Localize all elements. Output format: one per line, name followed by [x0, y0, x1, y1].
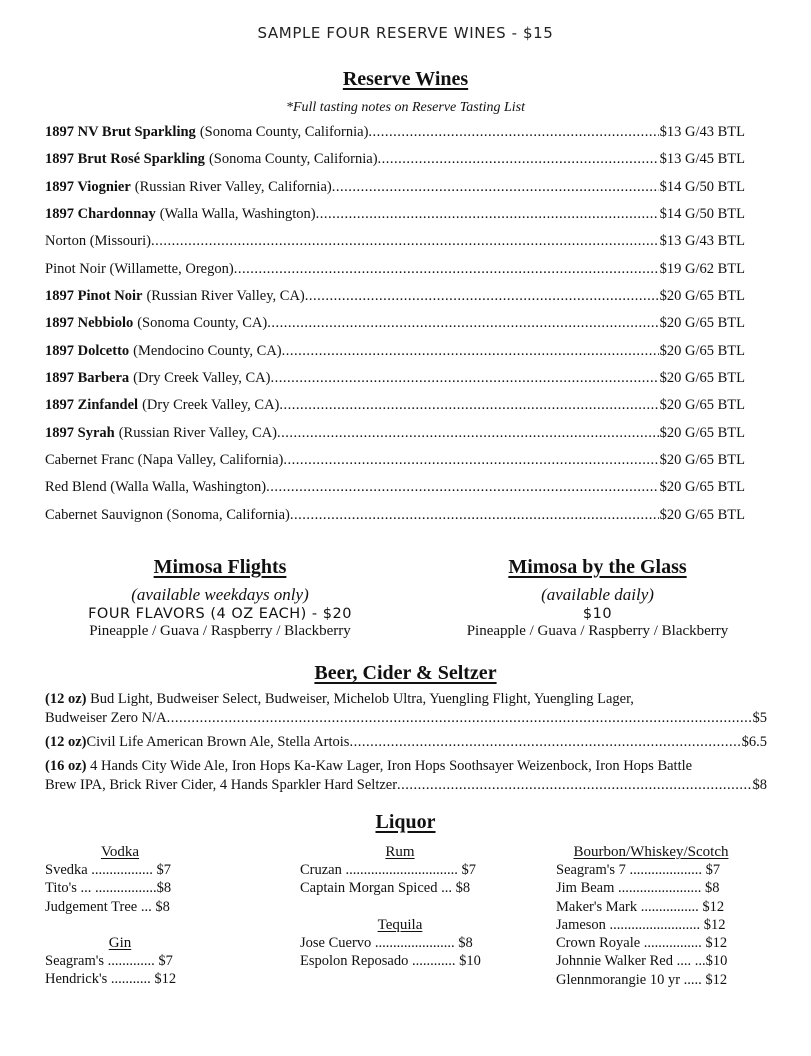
- wine-price: $20 G/65 BTL: [659, 452, 745, 469]
- liquor-item: Espolon Reposado ............ $10: [300, 952, 481, 969]
- wine-price: $20 G/65 BTL: [659, 479, 745, 496]
- wine-row: [45, 397, 745, 424]
- liquor-column-vodka-gin: [45, 843, 195, 988]
- wine-region: (Dry Creek Valley, CA): [133, 370, 271, 387]
- wine-region: Cabernet Franc (Napa Valley, California): [45, 452, 284, 469]
- beer-names-cont: Budweiser Zero N/A: [45, 710, 167, 726]
- leader-dots: [378, 151, 659, 168]
- liquor-item: Jameson ......................... $12: [556, 916, 726, 933]
- wine-row: [45, 151, 745, 178]
- reserve-wines-heading: Reserve Wines: [342, 68, 469, 90]
- wine-name: 1897 NV Brut Sparkling: [45, 124, 196, 140]
- beer-names: Civil Life American Brown Ale, Stella Artois: [86, 734, 350, 750]
- wine-row: [45, 343, 745, 370]
- beer-price: $6.5: [741, 734, 767, 750]
- liquor-item: Seagram's 7 .................... $7: [556, 862, 721, 878]
- liquor-item: Glennmorangie 10 yr ..... $12: [556, 971, 728, 988]
- liquor-item: Jose Cuervo ...................... $8: [300, 934, 473, 951]
- liquor-heading: Liquor: [375, 811, 436, 833]
- wine-price: $13 G/43 BTL: [659, 124, 745, 140]
- wine-region: (Russian River Valley, CA): [118, 424, 277, 441]
- leader-dots: [270, 370, 658, 387]
- mimosa-flights-section: [60, 556, 380, 640]
- page-header-title: SAMPLE FOUR RESERVE WINES - $15: [257, 24, 554, 42]
- mimosa-flights-price: FOUR FLAVORS (4 OZ EACH) - $20: [88, 606, 352, 622]
- wine-region: Red Blend (Walla Walla, Washington): [45, 479, 267, 496]
- liquor-item: Crown Royale ................ $12: [556, 935, 728, 952]
- wine-row: [45, 233, 745, 260]
- wine-region: Norton (Missouri): [45, 233, 151, 250]
- wine-price: $13 G/45 BTL: [659, 151, 745, 168]
- wine-row: [45, 370, 745, 397]
- liquor-item: Maker's Mark ................ $12: [556, 898, 725, 915]
- wine-region: (Dry Creek Valley, CA): [142, 397, 280, 414]
- wine-name: 1897 Barbera: [45, 370, 130, 387]
- leader-dots: [349, 733, 741, 752]
- liquor-column-bourbon: [556, 843, 746, 989]
- leader-dots: [283, 452, 658, 469]
- beer-item: [45, 733, 767, 752]
- leader-dots: [151, 233, 659, 250]
- wine-region: (Mendocino County, CA): [133, 342, 282, 359]
- leader-dots: [397, 776, 752, 795]
- wine-price: $20 G/65 BTL: [659, 424, 745, 441]
- wine-name: 1897 Zinfandel: [45, 397, 139, 414]
- wine-region: Pinot Noir (Willamette, Oregon): [45, 260, 234, 277]
- liquor-column-rum-tequila: [300, 843, 500, 970]
- leader-dots: [282, 343, 659, 360]
- wine-price: $20 G/65 BTL: [659, 315, 745, 332]
- rum-heading: Rum: [385, 844, 415, 860]
- mimosa-flights-availability: (available weekdays only): [131, 585, 309, 604]
- wine-row: [45, 452, 745, 479]
- beer-names: 4 Hands City Wide Ale, Iron Hops Ka-Kaw Lager, Iron Hops Soothsayer Weizenbock, Iron Hops Battle: [86, 758, 693, 774]
- leader-dots: [234, 261, 659, 278]
- wine-price: $20 G/65 BTL: [659, 370, 745, 387]
- liquor-item: Captain Morgan Spiced ... $8: [300, 880, 471, 897]
- wine-row: [45, 315, 745, 342]
- liquor-item: Jim Beam ....................... $8: [556, 880, 720, 897]
- liquor-item: Johnnie Walker Red .... ...$10: [556, 953, 728, 970]
- beer-names: Bud Light, Budweiser Select, Budweiser, Michelob Ultra, Yuengling Flight, Yuengling Lager,: [86, 691, 634, 707]
- mimosa-glass-availability: (available daily): [541, 585, 654, 604]
- wine-region: Cabernet Sauvignon (Sonoma, California): [45, 506, 290, 523]
- mimosa-glass-price: $10: [582, 606, 613, 622]
- wine-price: $20 G/65 BTL: [659, 342, 745, 359]
- reserve-note: *Full tasting notes on Reserve Tasting List: [285, 100, 526, 115]
- beer-price: $8: [752, 777, 767, 793]
- wine-row: [45, 261, 745, 288]
- wine-region: (Sonoma County, California): [208, 151, 378, 168]
- leader-dots: [332, 179, 659, 196]
- wine-name: 1897 Syrah: [45, 424, 115, 441]
- mimosa-flights-heading: Mimosa Flights: [153, 556, 287, 578]
- wine-price: $20 G/65 BTL: [659, 397, 745, 414]
- beer-size: (12 oz): [45, 691, 87, 707]
- liquor-item: Seagram's ............. $7: [45, 952, 173, 969]
- wine-row: [45, 507, 745, 534]
- wine-region: (Russian River Valley, CA): [146, 288, 305, 305]
- liquor-item: Tito's ... .................$8: [45, 880, 172, 897]
- wine-price: $20 G/65 BTL: [659, 506, 745, 523]
- wine-price: $14 G/50 BTL: [659, 178, 745, 195]
- wine-region: (Sonoma County, California): [199, 124, 369, 140]
- wine-name: 1897 Brut Rosé Sparkling: [45, 151, 205, 168]
- leader-dots: [368, 124, 658, 141]
- leader-dots: [266, 479, 659, 496]
- beer-item: [45, 690, 767, 728]
- wine-price: $13 G/43 BTL: [659, 233, 745, 250]
- mimosa-glass-flavors: Pineapple / Guava / Raspberry / Blackberry: [466, 623, 729, 639]
- mimosa-glass-section: [445, 556, 750, 640]
- beer-size: (16 oz): [45, 758, 87, 774]
- wine-region: (Walla Walla, Washington): [159, 206, 316, 223]
- liquor-item: Svedka ................. $7: [45, 862, 172, 878]
- reserve-wine-list: [45, 124, 745, 534]
- wine-price: $19 G/62 BTL: [659, 260, 745, 277]
- liquor-item: Hendrick's ........... $12: [45, 971, 177, 988]
- tequila-heading: Tequila: [377, 916, 423, 933]
- liquor-item: Judgement Tree ... $8: [45, 898, 170, 915]
- wine-price: $14 G/50 BTL: [659, 206, 745, 223]
- wine-name: 1897 Chardonnay: [45, 206, 156, 223]
- leader-dots: [279, 397, 658, 414]
- wine-price: $20 G/65 BTL: [659, 288, 745, 305]
- wine-row: [45, 479, 745, 506]
- mimosa-glass-heading: Mimosa by the Glass: [508, 556, 687, 578]
- wine-row: [45, 124, 745, 151]
- leader-dots: [167, 709, 753, 728]
- wine-name: 1897 Dolcetto: [45, 342, 130, 359]
- leader-dots: [290, 507, 659, 524]
- wine-row: [45, 425, 745, 452]
- wine-row: [45, 206, 745, 233]
- leader-dots: [316, 206, 659, 223]
- beer-price: $5: [752, 710, 767, 726]
- wine-name: 1897 Nebbiolo: [45, 315, 134, 332]
- leader-dots: [267, 315, 658, 332]
- liquor-item: Cruzan ............................... $7: [300, 862, 476, 878]
- wine-name: 1897 Pinot Noir: [45, 288, 143, 305]
- vodka-heading: Vodka: [100, 844, 140, 860]
- wine-name: 1897 Viognier: [45, 178, 131, 195]
- beer-item: [45, 757, 767, 795]
- beer-heading: Beer, Cider & Seltzer: [314, 662, 497, 684]
- mimosa-flights-flavors: Pineapple / Guava / Raspberry / Blackberry: [89, 623, 351, 639]
- beer-list: [45, 690, 767, 800]
- beer-size: (12 oz): [45, 734, 87, 750]
- wine-row: [45, 179, 745, 206]
- wine-row: [45, 288, 745, 315]
- wine-region: (Sonoma County, CA): [137, 315, 268, 332]
- bourbon-heading: Bourbon/Whiskey/Scotch: [573, 844, 729, 860]
- beer-names-cont: Brew IPA, Brick River Cider, 4 Hands Sparkler Hard Seltzer: [45, 777, 398, 793]
- leader-dots: [305, 288, 659, 305]
- leader-dots: [277, 425, 659, 442]
- gin-heading: Gin: [108, 934, 132, 951]
- wine-region: (Russian River Valley, California): [134, 178, 332, 195]
